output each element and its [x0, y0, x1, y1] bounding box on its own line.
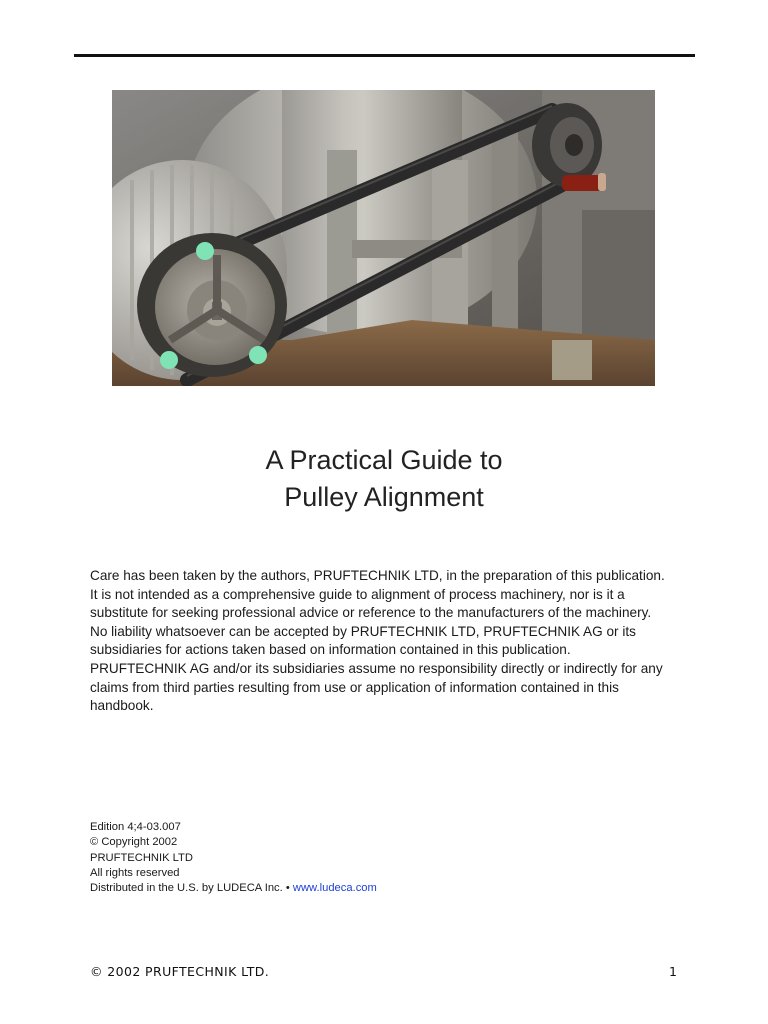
ludeca-link[interactable]: www.ludeca.com [292, 882, 377, 895]
disclaimer-line: substitute for seeking professional advice or reference to the manufacturers of the machinery. [90, 605, 652, 621]
disclaimer-line: Care has been taken by the authors, PRUFTECHNIK LTD, in the preparation of this publication. [90, 568, 665, 583]
distributor-line [90, 881, 377, 896]
page-number: 1 [669, 964, 677, 979]
disclaimer-line: claims from third parties resulting from use or application of information contained in this [90, 679, 619, 695]
top-rule [74, 54, 695, 57]
company-name: PRUFTECHNIK LTD [90, 851, 193, 864]
distributor-text: Distributed in the U.S. by LUDECA Inc. • [90, 882, 293, 895]
disclaimer-line: No liability whatsoever can be accepted by PRUFTECHNIK LTD, PRUFTECHNIK AG or its [90, 623, 636, 639]
disclaimer-line: handbook. [90, 698, 154, 714]
cover-photo [112, 90, 655, 386]
pulley-belt-drive-photo [112, 90, 655, 386]
rights-reserved: All rights reserved [90, 866, 180, 879]
disclaimer-line: It is not intended as a comprehensive guide to alignment of process machinery, nor is it a [90, 586, 625, 602]
document-title-line-2: Pulley Alignment [284, 482, 484, 512]
edition-info [90, 820, 377, 896]
copyright-year: © Copyright 2002 [90, 836, 178, 849]
document-title-line-1: A Practical Guide to [265, 445, 503, 475]
disclaimer-line: PRUFTECHNIK AG and/or its subsidiaries assume no responsibility directly or indirectly for any [90, 660, 663, 676]
footer-copyright: © 2002 PRUFTECHNIK LTD. [90, 964, 270, 979]
disclaimer-paragraph [90, 567, 690, 716]
disclaimer-line: subsidiaries for actions taken based on information contained in this publication. [90, 642, 571, 658]
edition-number: Edition 4;4-03.007 [90, 821, 181, 833]
